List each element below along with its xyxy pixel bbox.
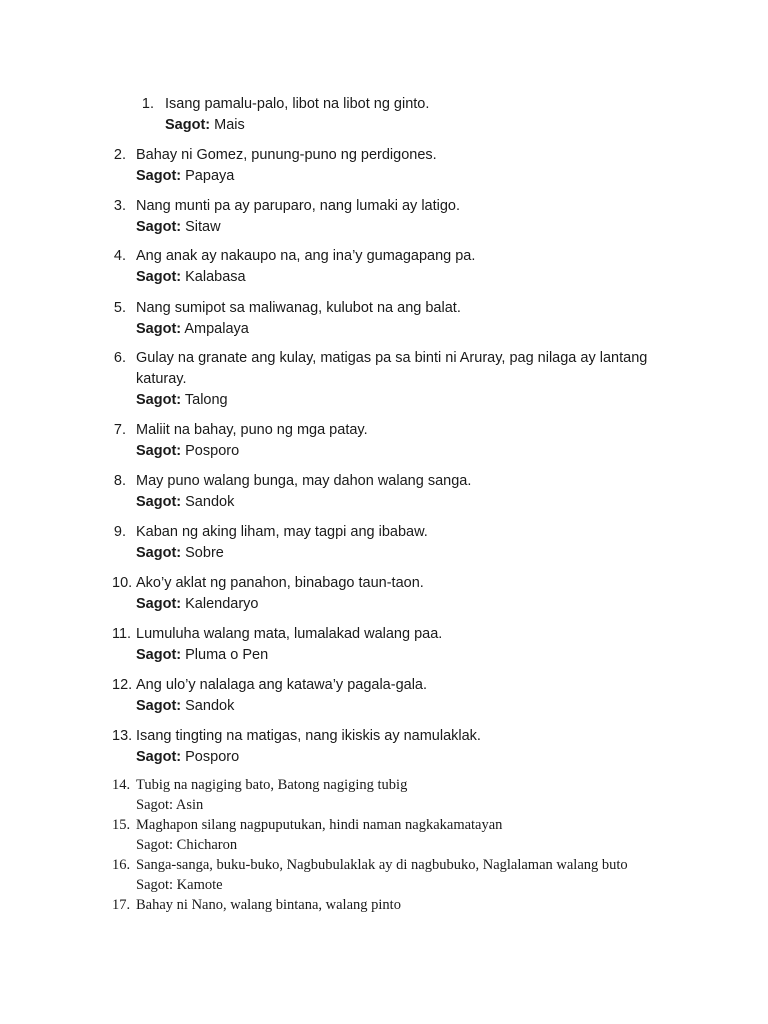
answer-text: Ampalaya xyxy=(184,321,249,337)
riddle-number: 1. xyxy=(141,96,154,112)
answer-label: Sagot: xyxy=(136,698,182,714)
riddle-item-6 xyxy=(0,348,768,414)
answer-line: Sagot: Kamote xyxy=(136,877,223,893)
riddle-number: 5. xyxy=(113,300,126,316)
riddle-text: Gulay na granate ang kulay, matigas pa sa binti ni Aruray, pag nilaga ay lantang katuray. xyxy=(136,350,648,387)
riddle-item-17 xyxy=(0,895,768,915)
answer-text: Mais xyxy=(214,117,245,133)
riddle-item-1 xyxy=(0,94,768,138)
riddle-item-3 xyxy=(0,196,768,240)
answer-label: Sagot: xyxy=(136,392,182,408)
riddle-item-16 xyxy=(0,855,768,895)
riddle-number: 9. xyxy=(113,524,126,540)
riddle-text: Sanga-sanga, buku-buko, Nagbubulaklak ay di nagbubuko, Naglalaman walang buto xyxy=(136,857,628,873)
riddle-item-10 xyxy=(0,573,768,617)
riddle-number: 13. xyxy=(112,728,133,744)
riddle-item-8 xyxy=(0,471,768,515)
riddle-text: Maghapon silang nagpuputukan, hindi naman nagkakamatayan xyxy=(136,817,503,833)
answer-text: Pluma o Pen xyxy=(185,647,269,663)
answer-text: Sandok xyxy=(185,698,235,714)
answer-line: Sagot: Chicharon xyxy=(136,837,238,853)
riddle-number: 16. xyxy=(112,857,131,873)
answer-label: Sagot: xyxy=(165,117,211,133)
answer-text: Talong xyxy=(184,392,228,408)
answer-label: Sagot: xyxy=(136,494,182,510)
answer-label: Sagot: xyxy=(136,443,182,459)
riddle-text: Lumuluha walang mata, lumalakad walang paa. xyxy=(136,626,443,642)
riddle-text: Isang pamalu-palo, libot na libot ng ginto. xyxy=(165,96,430,112)
riddle-text: Ang anak ay nakaupo na, ang ina’y gumagapang pa. xyxy=(136,248,476,264)
answer-label: Sagot: xyxy=(136,647,182,663)
riddle-number: 2. xyxy=(113,147,126,163)
answer-text: Kalendaryo xyxy=(185,596,259,612)
riddle-item-5 xyxy=(0,298,768,342)
riddle-item-2 xyxy=(0,145,768,189)
answer-label: Sagot: xyxy=(136,269,182,285)
riddle-number: 8. xyxy=(113,473,126,489)
answer-text: Posporo xyxy=(185,749,240,765)
answer-label: Sagot: xyxy=(136,749,182,765)
riddle-item-4 xyxy=(0,246,768,290)
riddle-number: 12. xyxy=(112,677,133,693)
riddle-text: Kaban ng aking liham, may tagpi ang ibabaw. xyxy=(136,524,428,540)
riddle-text: May puno walang bunga, may dahon walang sanga. xyxy=(136,473,472,489)
riddle-number: 6. xyxy=(113,350,126,366)
answer-text: Sitaw xyxy=(185,219,221,235)
answer-text: Papaya xyxy=(185,168,235,184)
answer-text: Posporo xyxy=(185,443,240,459)
riddle-number: 4. xyxy=(113,248,126,264)
answer-label: Sagot: xyxy=(136,219,182,235)
answer-text: Sobre xyxy=(185,545,224,561)
riddle-text: Tubig na nagiging bato, Batong nagiging tubig xyxy=(136,777,408,793)
riddle-number: 7. xyxy=(113,422,126,438)
answer-label: Sagot: xyxy=(136,168,182,184)
riddle-item-13 xyxy=(0,726,768,770)
riddle-item-11 xyxy=(0,624,768,668)
riddle-number: 11. xyxy=(112,626,132,642)
riddle-number: 10. xyxy=(112,575,133,591)
riddle-text: Ako’y aklat ng panahon, binabago taun-taon. xyxy=(136,575,424,591)
riddle-text: Bahay ni Gomez, punung-puno ng perdigones. xyxy=(136,147,437,163)
answer-label: Sagot: xyxy=(136,545,182,561)
riddle-item-15 xyxy=(0,815,768,855)
riddle-number: 15. xyxy=(112,817,131,833)
riddle-item-7 xyxy=(0,420,768,464)
riddle-text: Nang sumipot sa maliwanag, kulubot na ang balat. xyxy=(136,300,461,316)
answer-line: Sagot: Asin xyxy=(136,797,204,813)
answer-label: Sagot: xyxy=(136,596,182,612)
answer-text: Kalabasa xyxy=(185,269,246,285)
riddle-text: Nang munti pa ay paruparo, nang lumaki ay latigo. xyxy=(136,198,461,214)
riddle-text: Bahay ni Nano, walang bintana, walang pinto xyxy=(136,897,401,913)
riddle-text: Ang ulo’y nalalaga ang katawa’y pagala-gala. xyxy=(136,677,428,693)
answer-text: Sandok xyxy=(185,494,235,510)
answer-label: Sagot: xyxy=(136,321,182,337)
riddle-item-14 xyxy=(0,775,768,815)
riddle-text: Maliit na bahay, puno ng mga patay. xyxy=(136,422,368,438)
riddle-text: Isang tingting na matigas, nang ikiskis ay namulaklak. xyxy=(136,728,481,744)
riddle-number: 14. xyxy=(112,777,131,793)
riddle-item-12 xyxy=(0,675,768,719)
riddle-number: 17. xyxy=(112,897,131,913)
riddle-item-9 xyxy=(0,522,768,566)
riddle-number: 3. xyxy=(113,198,126,214)
